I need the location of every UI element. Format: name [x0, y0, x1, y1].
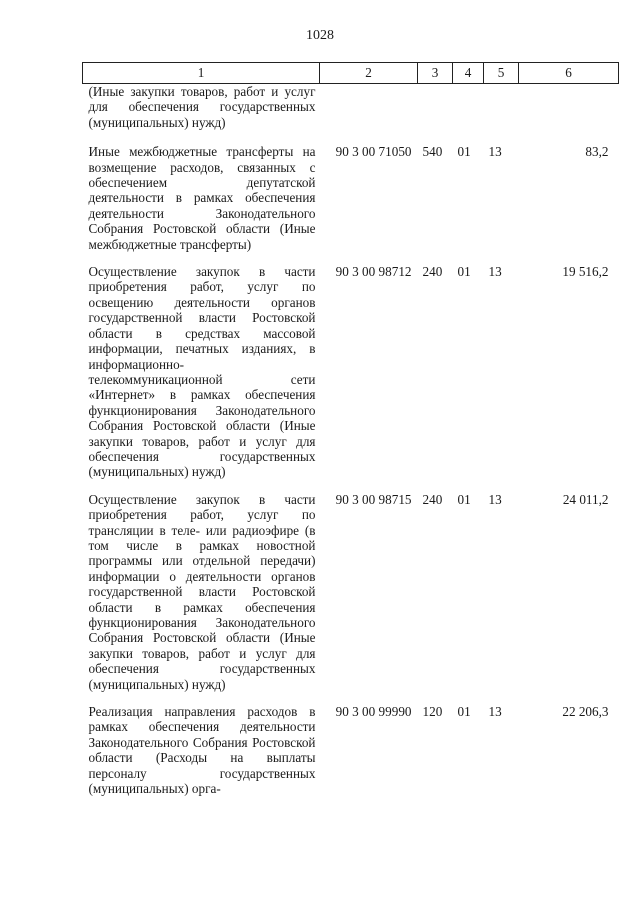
table-row [83, 138, 619, 258]
table-row [83, 258, 619, 486]
continuation-text: (Иные закупки товаров, работ и услуг для обеспечения государственных (муниципальных) нужд) [88, 84, 316, 130]
column-header: 3 [418, 63, 453, 84]
row-amount: 22 206,3 [562, 704, 609, 720]
row-target-code: 90 3 00 98715 [335, 491, 412, 507]
row-expense-type: 240 [422, 264, 443, 280]
row-description: Реализация направления расходов в рамках обеспечения деятельности Законодательного Собрания Ростовской области (Расходы на выплаты персоналу государственных (муниципальных) орга- [88, 704, 316, 797]
table-row [83, 486, 619, 698]
budget-table [82, 62, 619, 802]
column-header: 6 [519, 63, 619, 84]
column-header: 1 [83, 63, 320, 84]
row-description: Иные межбюджетные трансферты на возмещение расходов, связанных с обеспечением депутатской деятельности в рамках обеспечения деятельности Законодательного Собрания Ростовской области (Иные межбюджетные трансферты) [88, 144, 316, 252]
row-amount: 24 011,2 [562, 491, 609, 507]
page-number: 1028 [306, 28, 334, 43]
row-expense-type: 240 [422, 491, 443, 507]
row-section: 01 [457, 264, 471, 280]
row-section: 01 [457, 491, 471, 507]
table-row [83, 698, 619, 802]
row-target-code: 90 3 00 98712 [335, 264, 412, 280]
row-subsection: 13 [488, 264, 502, 280]
row-subsection: 13 [488, 704, 502, 720]
row-expense-type: 540 [422, 144, 443, 160]
row-expense-type: 120 [422, 704, 443, 720]
row-section: 01 [457, 704, 471, 720]
row-subsection: 13 [488, 144, 502, 160]
row-description: Осуществление закупок в части приобретения работ, услуг по трансляции в теле- или радиоэфире (в том числе в рамках новостной программы или отдельной передачи) информации о деятельности органов государственной власти Ростовской области в рамках обеспечения функционирования Законодательного Собрания Ростовской области (Иные закупки товаров, работ и услуг для обеспечения государственных (муниципальных) нужд) [88, 491, 316, 692]
row-target-code: 90 3 00 71050 [335, 144, 412, 160]
row-amount: 19 516,2 [562, 264, 609, 280]
column-header: 2 [320, 63, 418, 84]
table-header-row [83, 63, 619, 84]
row-subsection: 13 [488, 491, 502, 507]
row-target-code: 90 3 00 99990 [335, 704, 412, 720]
row-amount: 83,2 [585, 144, 609, 160]
row-description: Осуществление закупок в части приобретения работ, услуг по освещению деятельности органов государственной власти Ростовской области в средствах массовой информации, печатных изданиях, в информационно-телекоммуникационной сети «Интернет» в рамках обеспечения функционирования Законодательного Собрания Ростовской области (Иные закупки товаров, работ и услуг для обеспечения государственных (муниципальных) нужд) [88, 264, 316, 480]
column-header: 5 [484, 63, 519, 84]
column-header: 4 [453, 63, 484, 84]
continuation-row [83, 84, 619, 139]
row-section: 01 [457, 144, 471, 160]
